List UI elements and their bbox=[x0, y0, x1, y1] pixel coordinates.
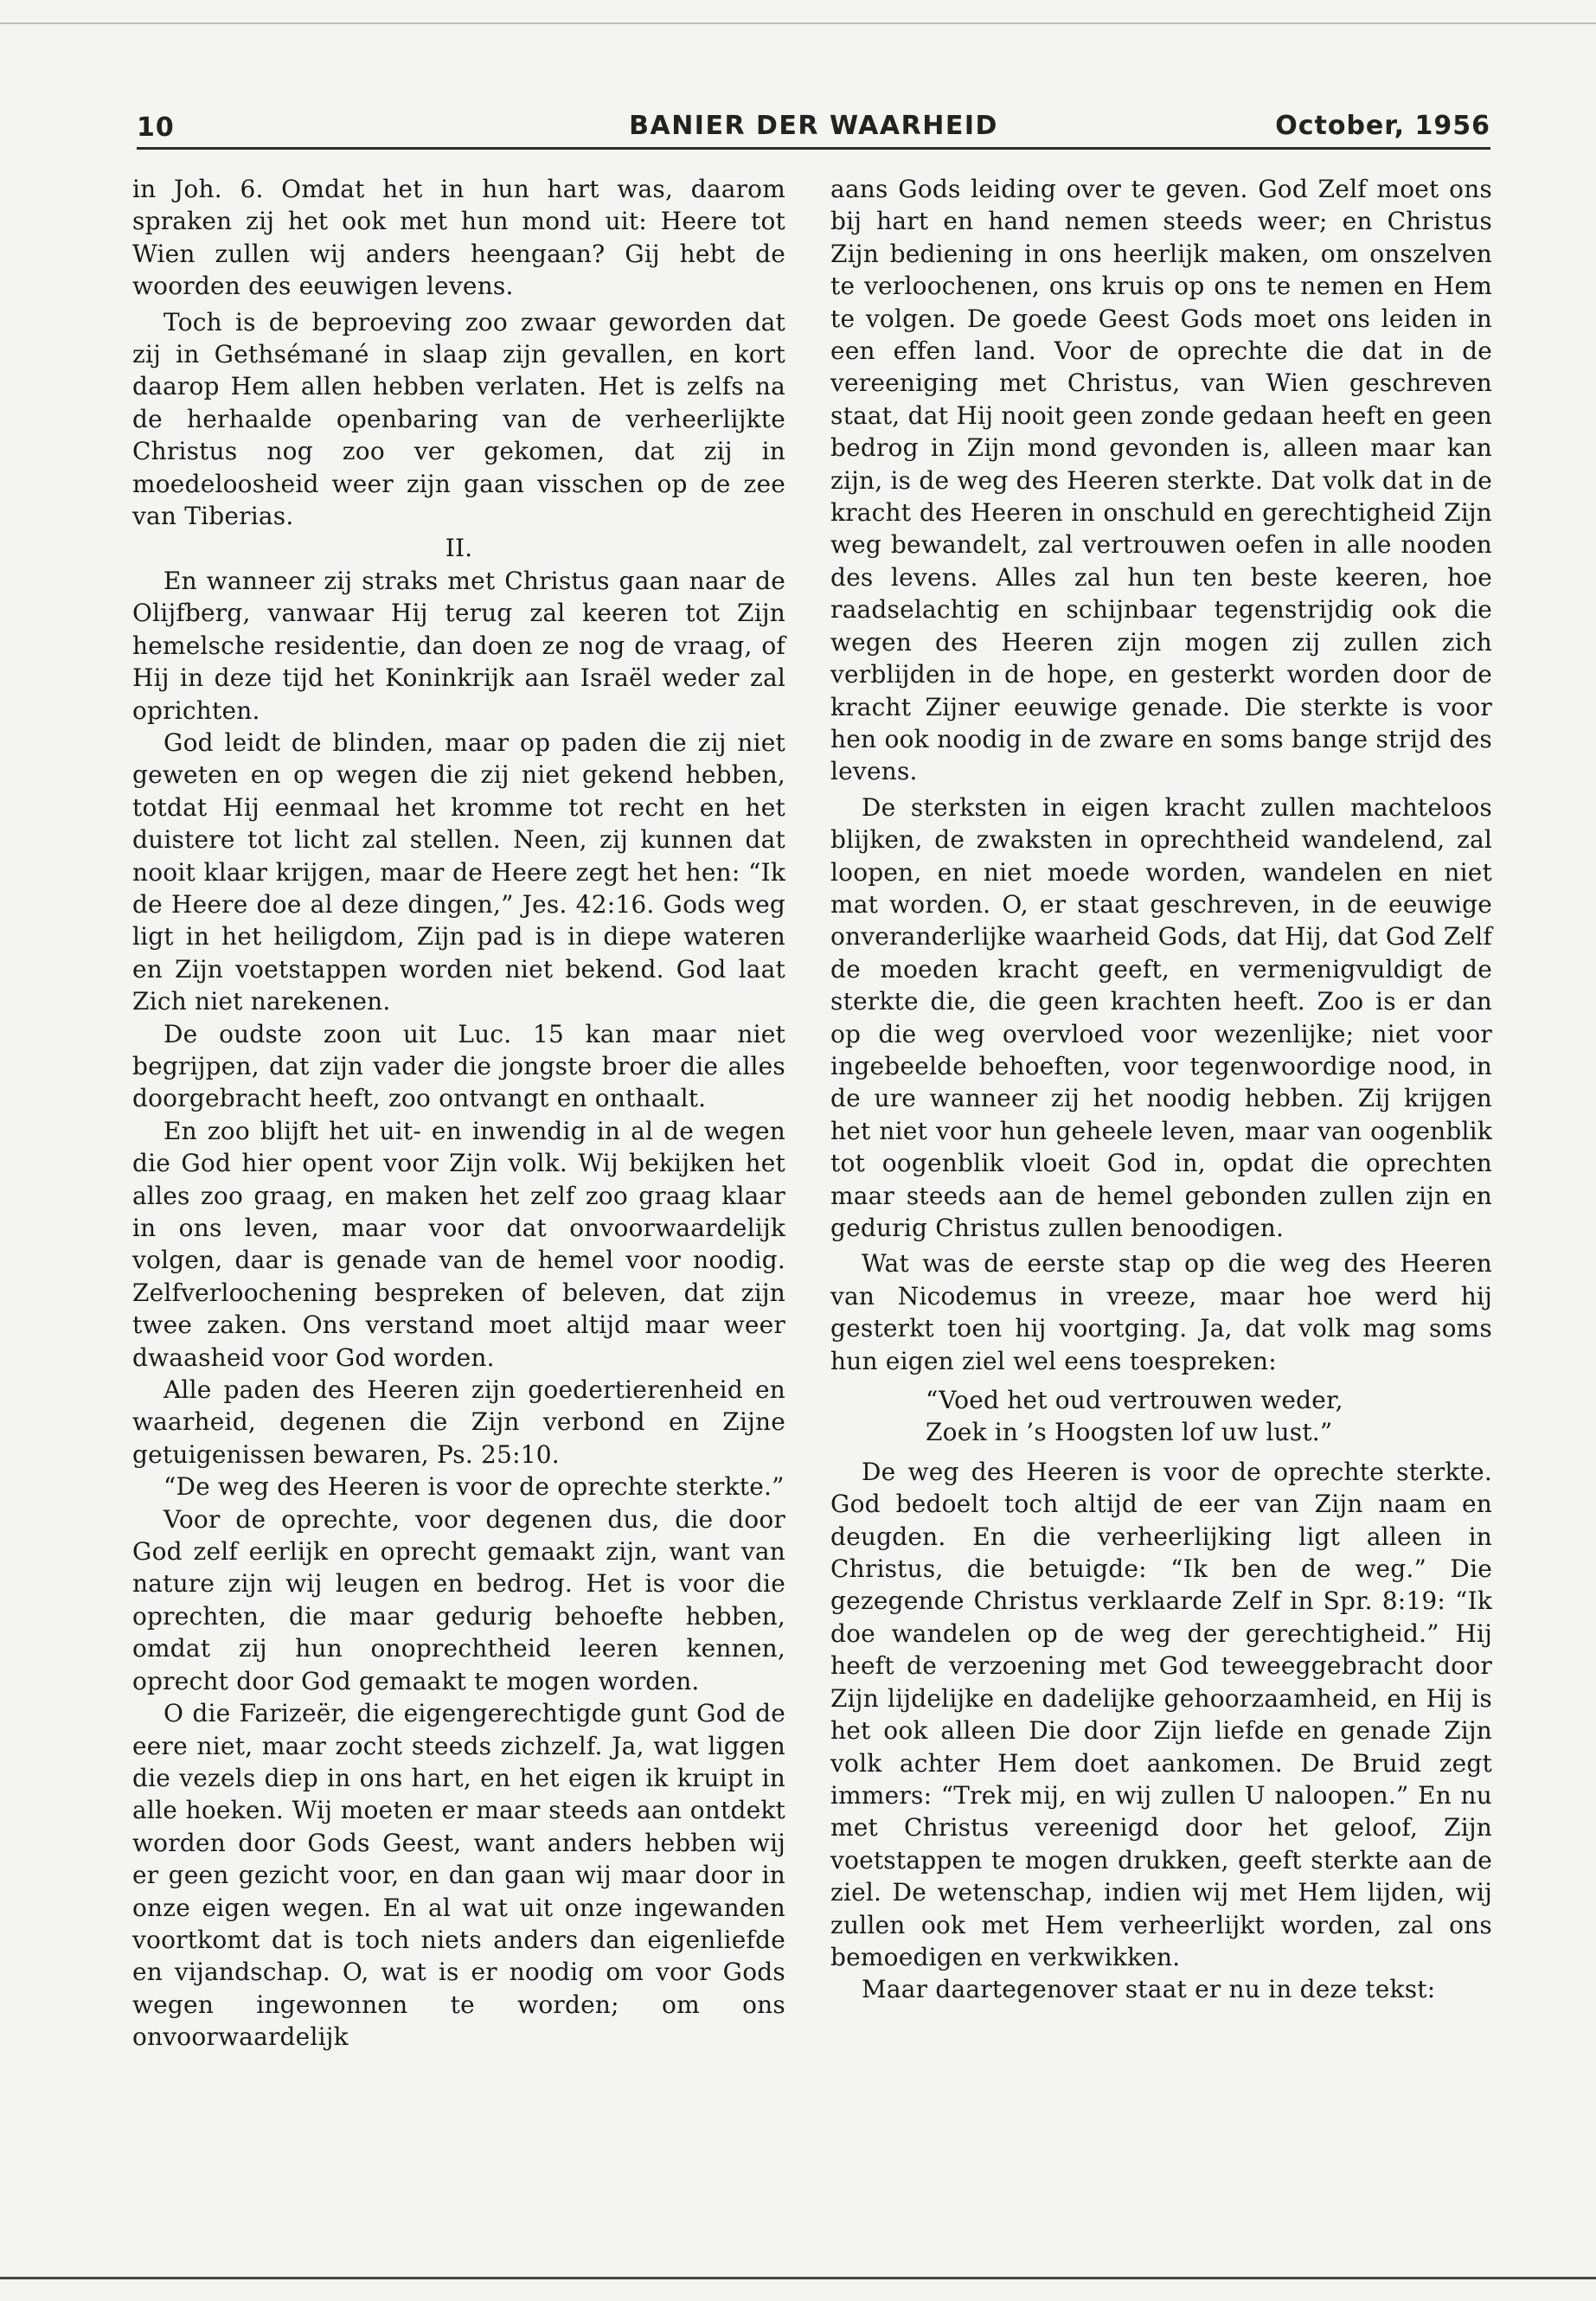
verse-line: Zoek in ’s Hoogsten lof uw lust.” bbox=[926, 1418, 1333, 1447]
page-edge-bottom bbox=[0, 2277, 1596, 2279]
paragraph: Voor de oprechte, voor degenen dus, die door God zelf eerlijk en oprecht gemaakt zijn, want van nature zijn wij leugen en bedrog. Het is voor die oprechten, die maar gedurig behoefte hebben, omdat zij hun onoprechtheid leeren kennen, oprecht door God gemaakt te mogen worden. bbox=[132, 1504, 785, 1695]
paragraph: En wanneer zij straks met Christus gaan naar de Olijfberg, vanwaar Hij terug zal keeren tot Zijn hemelsche residentie, dan doen ze nog de vraag, of Hij in deze tijd het Koninkrijk aan Israël weder zal oprichten. bbox=[132, 566, 785, 725]
paragraph: En zoo blijft het uit- en inwendig in al de wegen die God hier opent voor Zijn volk. Wij bekijken het alles zoo graag, en maken het zelf zoo graag klaar in ons leven, maar voor dat onvoorwaardelijk volgen, daar is genade van de hemel voor noodig. Zelfverloochening bespreken of beleven, dat zijn twee zaken. Ons verstand moet altijd maar weer dwaasheid voor God worden. bbox=[132, 1116, 785, 1372]
paragraph: “De weg des Heeren is voor de oprechte sterkte.” bbox=[163, 1472, 785, 1502]
right-column bbox=[830, 173, 1492, 2006]
page-edge-top bbox=[0, 22, 1596, 24]
publication-title: BANIER DER WAARHEID bbox=[629, 111, 998, 141]
page-number: 10 bbox=[137, 112, 175, 143]
paragraph: aans Gods leiding over te geven. God Zelf moet ons bij hart en hand nemen steeds weer; en Christus Zijn bediening in ons heerlijk maken, om onszelven te verloochenen, ons kruis op ons te nemen en Hem te volgen. De goede Geest Gods moet ons leiden in een effen land. Voor de oprechte die dat in de vereeniging met Christus, van Wien geschreven staat, dat Hij nooit geen zonde gedaan heeft en geen bedrog in Zijn mond gevonden is, alleen maar kan zijn, is de weg des Heeren sterkte. Dat volk dat in de kracht des Heeren in onschuld en gerechtigheid Zijn weg bewandelt, zal vertrouwen oefen in alle nooden des levens. Alles zal hun ten beste keeren, hoe raadselachtig en schijnbaar tegenstrijdig ook die wegen des Heeren zijn mogen zij zullen zich verblijden in de hope, en gesterkt worden door de kracht Zijner eeuwige genade. Die sterkte is voor hen ook noodig in de zware en soms bange strijd des levens. bbox=[830, 175, 1492, 786]
issue-date: October, 1956 bbox=[1275, 111, 1490, 141]
paragraph: Maar daartegenover staat er nu in deze tekst: bbox=[862, 1975, 1436, 2004]
paragraph: O die Farizeër, die eigengerechtigde gunt God de eere niet, maar zocht steeds zichzelf. Ja, wat liggen die vezels diep in ons hart, en het eigen ik kruipt in alle hoeken. Wij moeten er maar steeds aan ontdekt worden door Gods Geest, want anders hebben wij er geen gezicht voor, en dan gaan wij maar door in onze eigen wegen. En al wat uit onze ingewanden voortkomt dat is toch niets anders dan eigenliefde en vijandschap. O, wat is er noodig om voor Gods wegen ingewonnen te worden; om ons onvoorwaardelijk bbox=[132, 1699, 785, 2052]
paragraph: God leidt de blinden, maar op paden die zij niet geweten en op wegen die zij niet gekend hebben, totdat Hij eenmaal het kromme tot recht en het duistere tot licht zal stellen. Neen, zij kunnen dat nooit klaar krijgen, maar de Heere zegt het hen: “Ik de Heere doe al deze dingen,” Jes. 42:16. Gods weg ligt in het heiligdom, Zijn pad is in diepe wateren en Zijn voetstappen worden niet bekend. God laat Zich niet narekenen. bbox=[132, 727, 785, 1016]
paragraph: in Joh. 6. Omdat het in hun hart was, daarom spraken zij het ook met hun mond uit: Heere tot Wien zullen wij anders heengaan? Gij hebt de woorden des eeuwigen levens. bbox=[132, 175, 785, 301]
paragraph: Toch is de beproeving zoo zwaar geworden dat zij in Gethsémané in slaap zijn gevallen, en kort daarop Hem allen hebben verlaten. Het is zelfs na de herhaalde openbaring van de verheerlijkte Christus nog zoo ver gekomen, dat zij in moedeloosheid weer zijn gaan visschen op de zee van Tiberias. bbox=[132, 307, 785, 531]
left-column bbox=[132, 173, 785, 2054]
header-rule bbox=[137, 147, 1490, 150]
paragraph: De oudste zoon uit Luc. 15 kan maar niet begrijpen, dat zijn vader die jongste broer die alles doorgebracht heeft, zoo ontvangt en onthaalt. bbox=[132, 1019, 785, 1113]
verse-quote bbox=[926, 1384, 1492, 1449]
section-heading: II. bbox=[445, 534, 473, 563]
paragraph: Alle paden des Heeren zijn goedertierenheid en waarheid, degenen die Zijn verbond en Zijne getuigenissen bewaren, Ps. 25:10. bbox=[132, 1375, 785, 1469]
paragraph: De weg des Heeren is voor de oprechte sterkte. God bedoelt toch altijd de eer van Zijn naam en deugden. En die verheerlijking ligt alleen in Christus, die betuigde: “Ik ben de weg.” Die gezegende Christus verklaarde Zelf in Spr. 8:19: “Ik doe wandelen op de weg der gerechtigheid.” Hij heeft de verzoening met God teweeggebracht door Zijn lijdelijke en dadelijke gehoorzaamheid, en Hij is het ook alleen Die door Zijn liefde en genade Zijn volk achter Hem doet aankomen. De Bruid zegt immers: “Trek mij, en wij zullen U naloopen.” En nu met Christus vereenigd door het geloof, Zijn voetstappen te mogen drukken, geeft sterkte aan de ziel. De wetenschap, indien wij met Hem lijden, wij zullen ook met Hem verheerlijkt worden, zal ons bemoedigen en verkwikken. bbox=[830, 1457, 1492, 1971]
running-header bbox=[137, 107, 1490, 147]
paragraph: De sterksten in eigen kracht zullen machteloos blijken, de zwaksten in oprechtheid wandelend, zal loopen, en niet moede worden, wandelen en niet mat worden. O, er staat geschreven, in de eeuwige onveranderlijke waarheid Gods, dat Hij, dat God Zelf de moeden kracht geeft, en vermenigvuldigt de sterkte die, die geen krachten heeft. Zoo is er dan op die weg overvloed voor wezenlijke; niet voor ingebeelde behoeften, voor tegenwoordige nood, in de ure wanneer zij het noodig hebben. Zij krijgen het niet voor hun geheele leven, maar van oogenblik tot oogenblik vloeit God in, opdat die oprechten maar steeds aan de hemel gebonden zullen zijn en gedurig Christus zullen benoodigen. bbox=[830, 792, 1492, 1242]
paragraph: Wat was de eerste stap op die weg des Heeren van Nicodemus in vreeze, maar hoe werd hij gesterkt toen hij voortging. Ja, dat volk mag soms hun eigen ziel wel eens toespreken: bbox=[830, 1249, 1492, 1375]
verse-line: “Voed het oud vertrouwen weder, bbox=[926, 1386, 1343, 1415]
